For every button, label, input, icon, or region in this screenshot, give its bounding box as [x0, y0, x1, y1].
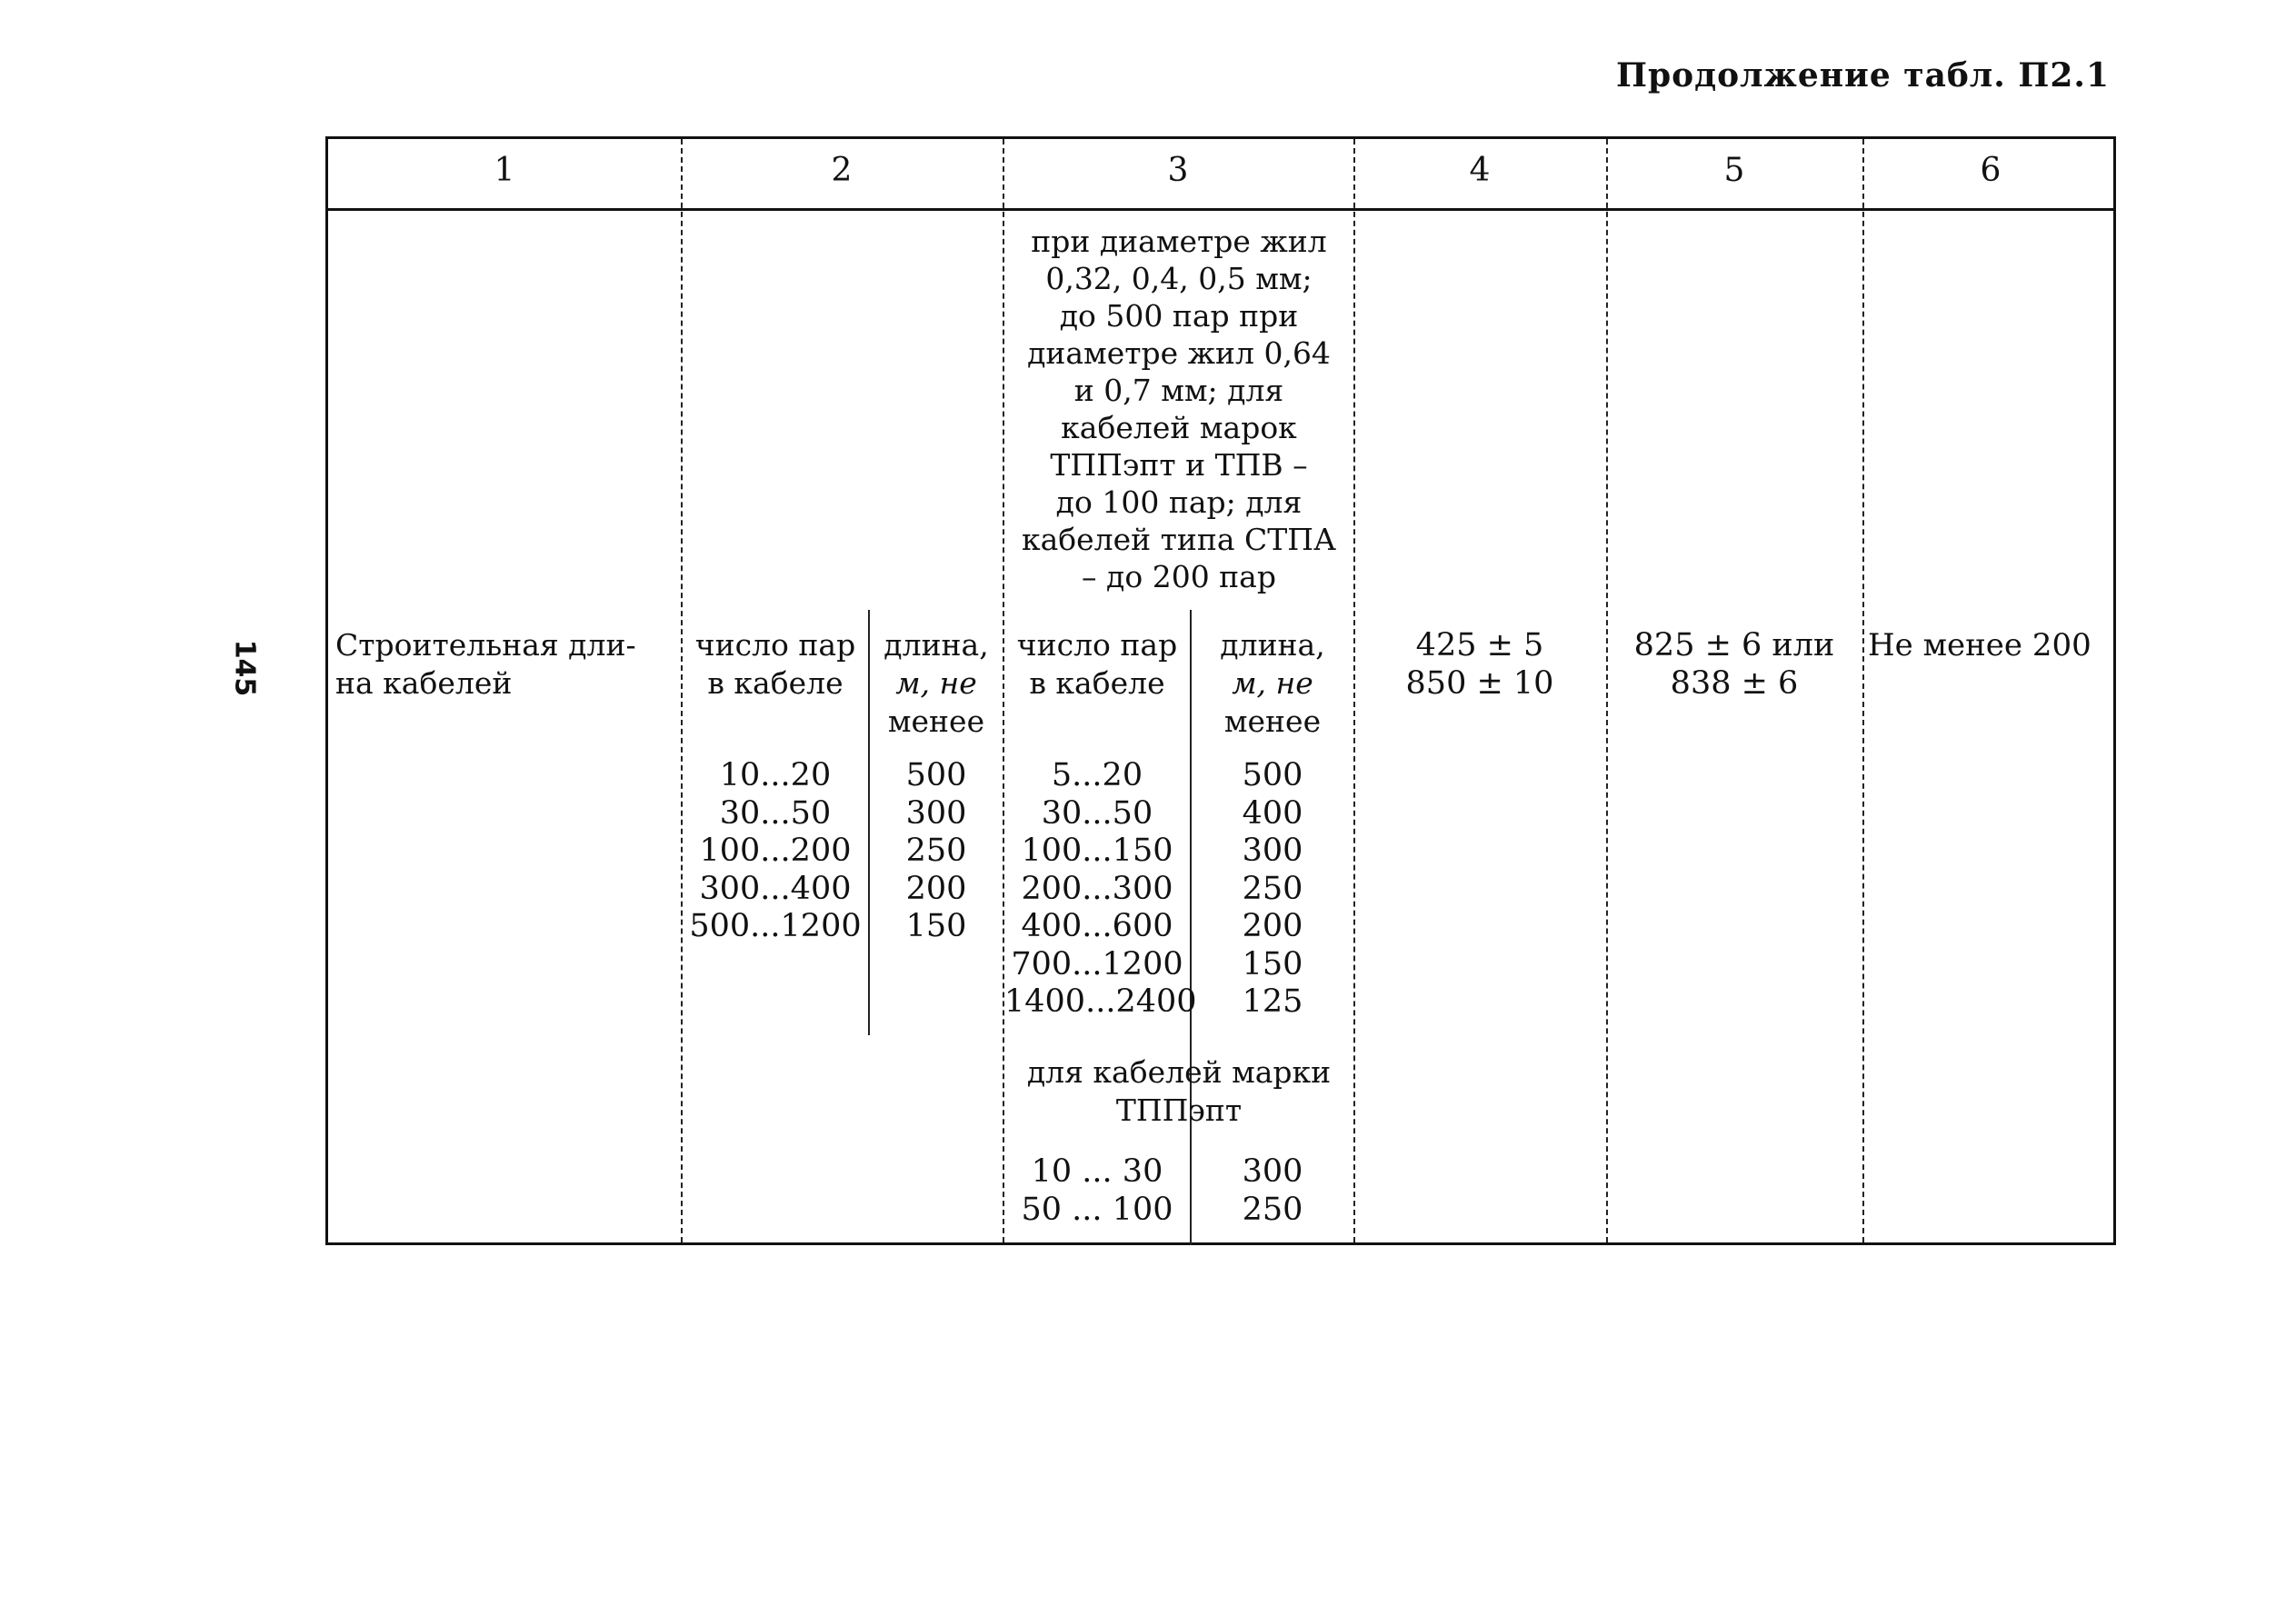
- note-line: – до 200 пар: [1082, 559, 1276, 594]
- note-line: 0,32, 0,4, 0,5 мм;: [1045, 261, 1313, 296]
- pairs-value: 50 ... 100: [1021, 1191, 1173, 1228]
- header-cell-1: 1: [494, 152, 515, 189]
- pairs-value: 500...1200: [689, 908, 862, 944]
- length-value: 250: [1242, 1191, 1303, 1228]
- note-line: до 500 пар при: [1059, 298, 1299, 334]
- pairs-header: [1004, 626, 1190, 703]
- note-line: и 0,7 мм; для: [1073, 373, 1284, 408]
- length-header-line: [870, 664, 1003, 703]
- length-value: 300: [1242, 1153, 1303, 1190]
- pairs-value: 100...200: [699, 833, 852, 869]
- length-header-line: [1192, 664, 1353, 703]
- pairs-value: 100...150: [1021, 833, 1173, 869]
- unit-text: м, не: [895, 665, 977, 701]
- pairs-value: 200...300: [1021, 870, 1173, 907]
- length-header-line: менее: [887, 703, 985, 739]
- pairs-value: 10...20: [719, 757, 832, 793]
- unit-text: м, не: [1232, 665, 1313, 701]
- value-line: 825 ± 6 или: [1633, 627, 1835, 663]
- length-header: [1192, 626, 1353, 741]
- parameter-name: [335, 626, 636, 703]
- parameter-name-line: на кабелей: [335, 665, 513, 701]
- length-value: 150: [1242, 945, 1303, 983]
- header-cell-2: 2: [831, 152, 853, 189]
- pairs-note: [1004, 223, 1353, 595]
- pairs-value: 5...20: [1051, 757, 1143, 793]
- value-line: 850 ± 10: [1405, 665, 1554, 702]
- note-line: ТППэпт и ТПВ –: [1050, 447, 1308, 483]
- length-value: 250: [1242, 870, 1303, 907]
- pairs-value: 30...50: [719, 794, 832, 832]
- sub-pairs-list: [1004, 1153, 1190, 1229]
- pairs-value: 1400...2400: [1004, 983, 1197, 1020]
- note-line: при диаметре жил: [1031, 224, 1327, 259]
- length-list: [870, 757, 1003, 946]
- note-line: кабелей типа СТПА: [1021, 522, 1337, 557]
- value-column-6: Не менее 200: [1868, 627, 2091, 663]
- value-column-4: [1353, 626, 1606, 703]
- pairs-value: 10 ... 30: [1031, 1153, 1163, 1190]
- length-value: 300: [1242, 833, 1303, 869]
- value-line: 838 ± 6: [1670, 665, 1799, 702]
- column-divider: [1862, 139, 1864, 1242]
- sub-note-line: для кабелей марки: [1026, 1054, 1332, 1090]
- value-line: 425 ± 5: [1415, 627, 1544, 663]
- header-cell-4: 4: [1469, 152, 1491, 189]
- header-divider: [328, 208, 2113, 211]
- header-cell-6: 6: [1980, 152, 2002, 189]
- length-value: 500: [905, 757, 967, 793]
- parameter-name-line: Строительная дли-: [335, 627, 636, 663]
- length-value: 200: [1242, 908, 1303, 944]
- length-value: 200: [905, 870, 967, 907]
- pairs-value: 30...50: [1041, 794, 1153, 832]
- header-cell-3: 3: [1167, 152, 1189, 189]
- page-number-text: 145: [228, 639, 261, 697]
- length-header-line: менее: [1223, 703, 1322, 739]
- length-value: 300: [905, 794, 967, 832]
- pairs-header-line: в кабеле: [707, 665, 844, 701]
- table: [325, 136, 2116, 1245]
- pairs-header: [683, 626, 868, 703]
- pairs-value: 400...600: [1021, 908, 1173, 944]
- length-header: [870, 626, 1003, 741]
- sub-note-line: ТППэпт: [1115, 1092, 1243, 1128]
- table-caption: Продолжение табл. П2.1: [1615, 56, 2110, 95]
- sub-note: [1004, 1053, 1353, 1130]
- value-column-5: [1606, 626, 1862, 703]
- length-value: 150: [905, 908, 967, 944]
- pairs-header-line: в кабеле: [1029, 665, 1165, 701]
- length-value: 500: [1242, 757, 1303, 793]
- length-value: 250: [905, 833, 967, 869]
- length-header-line: длина,: [883, 627, 989, 663]
- length-value: 125: [1242, 983, 1303, 1020]
- page-number: [228, 636, 261, 700]
- pairs-header-line: число пар: [694, 627, 856, 663]
- length-value: 400: [1242, 794, 1303, 832]
- pairs-value: 700...1200: [1011, 945, 1183, 983]
- length-list: [1192, 757, 1353, 1022]
- note-line: до 100 пар; для: [1055, 484, 1303, 520]
- note-line: диаметре жил 0,64: [1027, 335, 1331, 371]
- length-header-line: длина,: [1220, 627, 1325, 663]
- header-cell-5: 5: [1723, 152, 1745, 189]
- sub-length-list: [1192, 1153, 1353, 1229]
- pairs-list: [683, 757, 868, 946]
- note-line: кабелей марок: [1061, 410, 1297, 445]
- pairs-header-line: число пар: [1016, 627, 1178, 663]
- pairs-list: [1004, 757, 1197, 1022]
- pairs-value: 300...400: [699, 870, 852, 907]
